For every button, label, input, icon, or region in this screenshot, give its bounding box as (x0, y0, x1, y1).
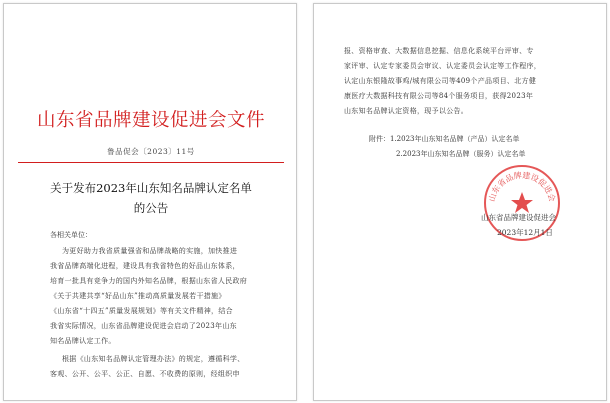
body-line-6: 我省实际情况，山东省品牌建设促进会启动了2023年山东 (50, 322, 237, 330)
body-line-5: 《山东省“十四五”质量发展规划》等有关文件精神，结合 (50, 307, 233, 315)
right-body-line-3: 认定山东银隆故事鸡/城有限公司等409个产品项目、北方健 (344, 77, 537, 85)
attachment-1: 附件：1.2023年山东知名品牌（产品）认定名单 (369, 135, 520, 143)
body-line-8: 根据《山东知名品牌认定管理办法》的规定，遵循科学、 (62, 355, 245, 363)
attachment-2: 2.2023年山东知名品牌（服务）认定名单 (396, 150, 526, 158)
right-body-line-5: 山东知名品牌认定资格，现予以公告。 (344, 107, 469, 115)
document-number: 鲁品促会〔2023〕11号 (107, 147, 195, 156)
body-line-7: 知名品牌认定工作。 (50, 337, 116, 345)
left-document-page (3, 3, 297, 401)
right-body-line-1: 报、资格审查、大数据信息挖掘、信息化系统平台评审、专 (344, 47, 534, 55)
right-body-line-4: 康医疗大数据科技有限公司等84个服务项目，获得2023年 (344, 92, 534, 100)
body-line-1: 为更好助力我省质量强省和品牌战略的实施，加快推进 (62, 247, 238, 255)
announcement-headline-line1: 关于发布2023年山东知名品牌认定名单 (50, 181, 252, 195)
org-document-title: 山东省品牌建设促进会文件 (36, 110, 265, 131)
announcement-headline-line2: 的公告 (133, 201, 169, 215)
red-divider-rule (18, 162, 284, 163)
signature-date: 2023年12月1日 (497, 228, 553, 237)
salutation: 各相关单位： (50, 231, 92, 239)
body-line-2: 我省品牌高端化进程，建设具有我省特色的好品山东体系， (50, 262, 240, 270)
body-line-9: 客观、公开、公平、公正、自愿、不收费的原则，经组织申 (50, 370, 240, 378)
body-line-4: 《关于共建共享“好品山东”推动高质量发展若干措施》 (50, 292, 226, 300)
seal-text: 山东省品牌建设促进会 (487, 170, 557, 203)
body-line-3: 培育一批具有竞争力的国内外知名品牌，根据山东省人民政府 (50, 277, 248, 285)
right-document-page (313, 3, 607, 401)
right-body-line-2: 家评审、认定专家委员会审议、认定委员会认定等工作程序， (344, 62, 542, 70)
signature-organization: 山东省品牌建设促进会 (481, 213, 556, 222)
